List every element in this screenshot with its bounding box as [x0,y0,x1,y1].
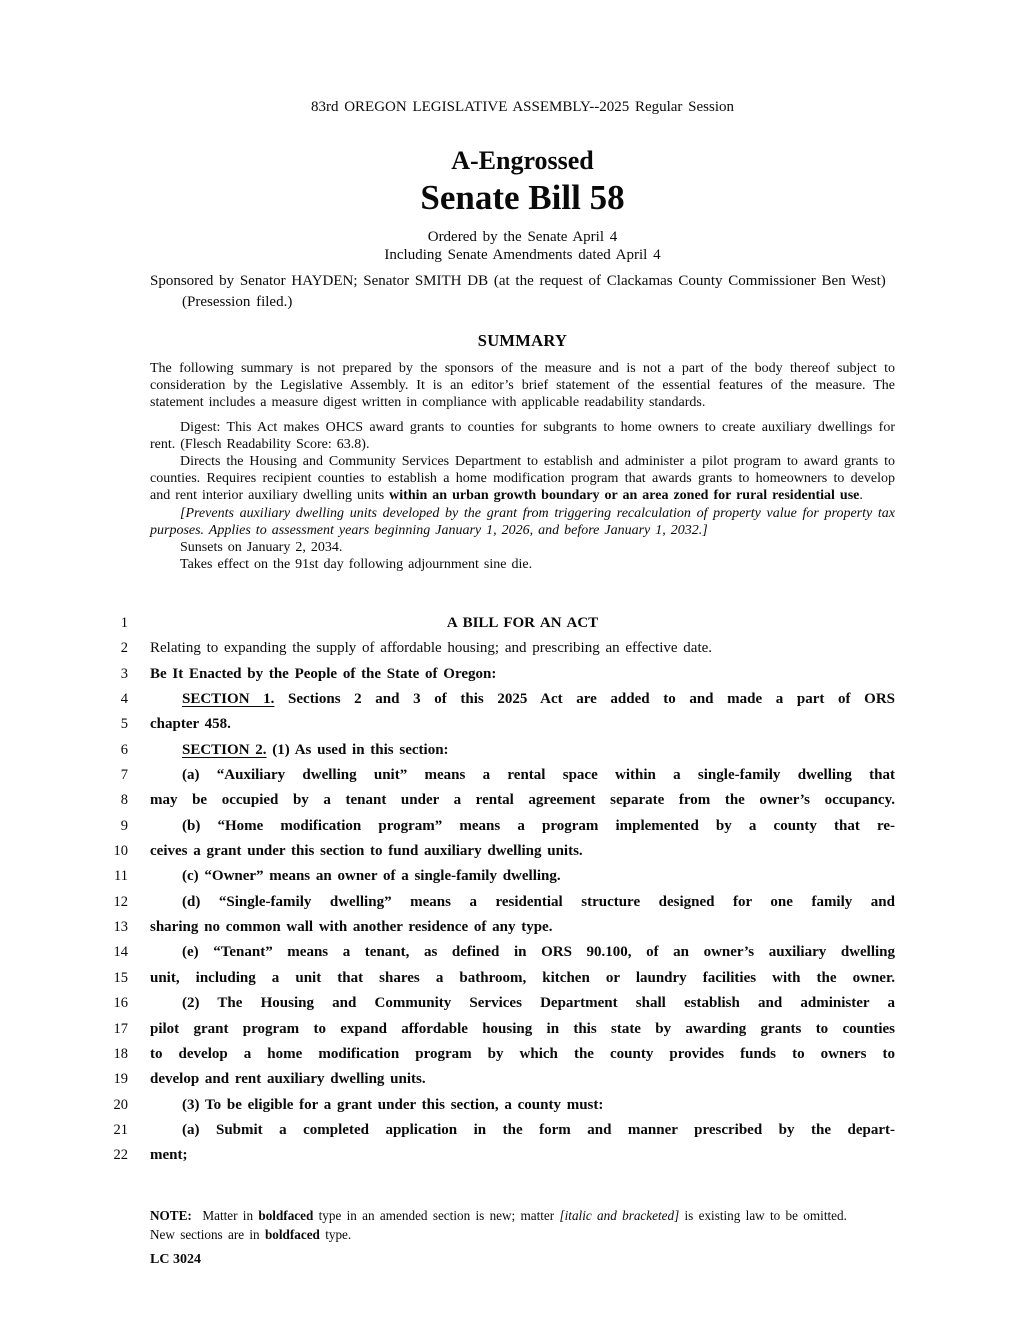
line-number: 20 [113,1096,128,1113]
line-number: 10 [113,843,128,860]
bill-line-text: (3) To be eligible for a grant under this section, a county must: [182,1096,604,1113]
text-segment: [Prevents auxiliary dwelling units developed by the grant from triggering recalculation of property value for property tax purposes. Applies to assessment years beginning January 1, 2026, and before January 1, 2032.] [150,505,895,538]
section-label: SECTION 2. [182,741,267,758]
bill-line-text: to develop a home modification program by which the county provides funds to owners to [150,1045,895,1062]
summary-section [150,360,895,573]
bill-line-text: Be It Enacted by the People of the State of Oregon: [150,665,497,682]
assembly-session-line: 83rd OREGON LEGISLATIVE ASSEMBLY--2025 Regular Session [310,99,735,115]
bill-line [113,940,895,965]
line-number: 11 [114,868,128,885]
bill-line [113,1017,895,1042]
bill-line [113,915,895,940]
amendments-line: Including Senate Amendments dated April 4 [384,247,661,263]
note-line [150,1225,895,1244]
bill-line-text: may be occupied by a tenant under a rental agreement separate from the owner’s occupancy. [150,792,895,809]
line-number: 3 [120,665,128,682]
text-segment: type. [319,1227,352,1242]
bill-line [114,864,895,889]
text-segment: . [859,488,863,504]
line-number: 15 [113,969,128,986]
bill-line-text: (a) “Auxiliary dwelling unit” means a rental space within a single-family dwelling that [182,767,895,784]
sponsored-line: Sponsored by Senator HAYDEN; Senator SMITH DB (at the request of Clackamas County Commissioner Ben West) [150,273,886,289]
summary-paragraph [150,419,895,453]
line-number: 14 [113,944,128,961]
line-number: 5 [120,716,128,733]
bill-line-text: A BILL FOR AN ACT [446,615,599,631]
line-number: 2 [120,640,128,657]
text-segment: [italic and bracketed] [559,1208,680,1223]
line-number: 16 [113,995,128,1012]
bill-line-text: chapter 458. [150,716,231,733]
bill-line [120,687,895,712]
text-segment: within an urban growth boundary or an area zoned for rural residential use [389,488,860,504]
bill-line [113,839,895,864]
summary-paragraph [150,556,895,573]
text-segment: Directs the Housing and Community Services Department to establish and administer a pilot program to award grants to counties. Requires recipient counties to establish a home modification program that awards grants to homeowners to develop and rent interior auxiliary dwelling units [150,454,895,504]
bill-line [120,788,895,813]
line-number: 19 [113,1071,128,1088]
bill-line [120,636,895,661]
line-number: 22 [113,1147,128,1164]
bill-line [120,738,895,763]
bill-line-text: unit, including a unit that shares a bathroom, kitchen or laundry facilities with the owner. [150,969,895,986]
bill-line-text: (b) “Home modification program” means a program implemented by a county that re- [182,817,895,834]
bill-line [113,991,895,1016]
presession-filed-line: (Presession filed.) [182,294,293,310]
bill-line [113,890,895,915]
bill-line-text: (d) “Single-family dwelling” means a residential structure designed for one family and [182,893,895,910]
line-number: 7 [120,767,128,784]
text-segment: Sunsets on January 2, 2034. [180,540,343,556]
bill-line [120,763,895,788]
bill-line [120,662,895,687]
bill-line [120,611,895,636]
bill-line [113,1067,895,1092]
footer-note [150,1206,895,1244]
line-number: 8 [120,792,128,809]
bill-line-text: sharing no common wall with another residence of any type. [150,919,553,936]
text-segment: Digest: This Act makes OHCS award grants to counties for subgrants to home owners to create auxiliary dwellings for rent. (Flesch Readability Score: 63.8). [150,419,895,452]
line-number: 13 [113,919,128,936]
text-segment: Takes effect on the 91st day following adjournment sine die. [180,557,533,573]
bill-line-text: (c) “Owner” means an owner of a single-family dwelling. [182,868,561,885]
bill-line [113,1093,895,1118]
line-number: 4 [120,691,128,708]
bill-line-text: (e) “Tenant” means a tenant, as defined in ORS 90.100, of an owner’s auxiliary dwelling [182,944,895,961]
summary-paragraph [150,539,895,556]
bill-line-text: ceives a grant under this section to fund auxiliary dwelling units. [150,843,583,860]
engrossed-label: A-Engrossed [451,146,594,175]
line-number: 12 [113,893,128,910]
summary-paragraph [150,453,895,505]
bill-line [113,1042,895,1067]
bill-title: Senate Bill 58 [420,178,625,217]
bill-line [113,966,895,991]
bill-line-text: Relating to expanding the supply of affordable housing; and prescribing an effective date. [150,640,713,657]
bill-line [120,712,895,737]
bill-line-text: ment; [150,1147,188,1164]
summary-heading: SUMMARY [477,331,568,350]
ordered-by-line: Ordered by the Senate April 4 [427,229,618,245]
note-line [150,1206,895,1225]
bill-line-text: SECTION 1. Sections 2 and 3 of this 2025 Act are added to and made a part of ORS [182,691,895,708]
line-number: 9 [120,817,128,834]
bill-line [113,1143,895,1168]
text-segment: type in an amended section is new; matter [313,1208,560,1223]
bill-line-text: (2) The Housing and Community Services Department shall establish and administer a [182,995,895,1012]
text-segment: New sections are in [150,1227,265,1242]
bill-line-text: develop and rent auxiliary dwelling units. [150,1071,426,1088]
line-number: 17 [113,1020,128,1037]
section-label: SECTION 1. [182,691,275,708]
bill-line [113,1118,895,1143]
text-segment: NOTE: [150,1208,192,1223]
bill-line-text: SECTION 2. (1) As used in this section: [182,741,449,758]
text-segment: is existing law to be omitted. [679,1208,847,1223]
bill-line-text: (a) Submit a completed application in the form and manner prescribed by the depart- [182,1121,895,1138]
summary-paragraphs [150,419,895,574]
bill-line-text: pilot grant program to expand affordable housing in this state by awarding grants to counties [150,1020,895,1037]
text-segment: boldfaced [264,1227,320,1242]
text-segment: boldfaced [258,1208,314,1223]
line-number: 18 [113,1045,128,1062]
sponsored-by-block [150,271,895,313]
summary-disclaimer: The following summary is not prepared by the sponsors of the measure and is not a part of the body thereof subject to consideration by the Legislative Assembly. It is an editor’s brief statement of the essential features of the measure. The statement includes a measure digest written in compliance with applicable readability standards. [150,361,895,411]
line-number: 6 [120,741,128,758]
bill-lines [113,611,895,1169]
bill-line [120,814,895,839]
line-number: 21 [113,1121,128,1138]
summary-paragraph [150,505,895,539]
text-segment: Matter in [191,1208,259,1223]
lc-number: LC 3024 [150,1252,201,1267]
line-number: 1 [120,615,128,631]
